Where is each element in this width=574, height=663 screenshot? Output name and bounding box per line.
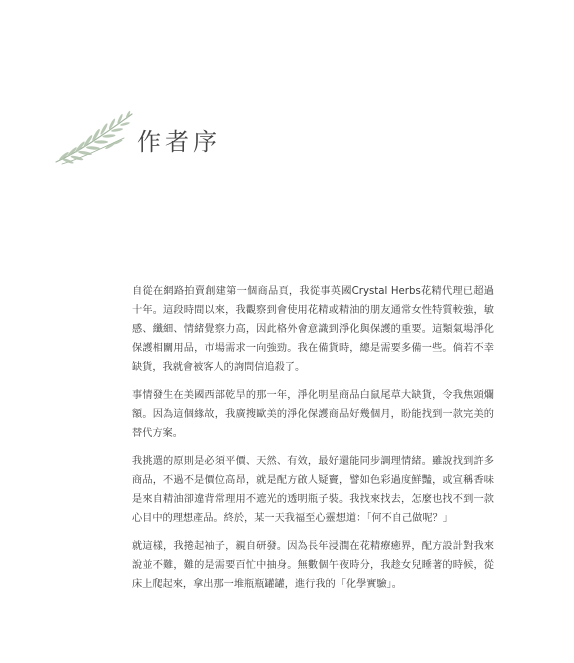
paragraph-4: 就這樣，我捲起袖子，親自研發。因為長年浸潤在花精療癒界，配方設計對我來說並不難，難的是需要百忙中抽身。無數個午夜時分，我趁女兒睡著的時候，從床上爬起來，拿出那一堆瓶瓶罐罐，進行我的「化學實驗」。 bbox=[132, 541, 494, 590]
paragraph-3: 我挑選的原則是必須平價、天然、有效，最好還能同步調理情緒。雖說找到許多商品，不過不是價位高昂，就是配方啟人疑竇，譬如色彩過度鮮豔，或宣稱香味是來自精油卻違背常理用不遮光的透明瓶子裝。我找來找去，怎麼也找不到一款心目中的理想產品。終於，某一天我福至心靈想道：「何不自己做呢？」 bbox=[132, 456, 494, 524]
paragraph-2: 事情發生在美國西部乾旱的那一年，淨化明星商品白鼠尾草大缺貨，令我焦頭爛額。因為這個緣故，我廣搜歐美的淨化保護商品好幾個月，盼能找到一款完美的替代方案。 bbox=[132, 390, 494, 439]
rosemary-sprig-icon bbox=[52, 108, 136, 170]
page-title: 作者序 bbox=[137, 128, 221, 156]
preface-body bbox=[132, 282, 494, 603]
paragraph-1: 自從在網路拍賣創建第一個商品頁，我從事英國Crystal Herbs花精代理已超過十年。這段時間以來，我觀察到會使用花精或精油的朋友通常女性特質較強，敏感、纖細、情緒覺察力高，因此格外會意識到淨化與保護的重要。這類氣場淨化保護相關用品，市場需求一向強勁。我在備貨時，總是需要多備一些。倘若不幸缺貨，我就會被客人的詢問信追殺了。 bbox=[132, 286, 494, 373]
